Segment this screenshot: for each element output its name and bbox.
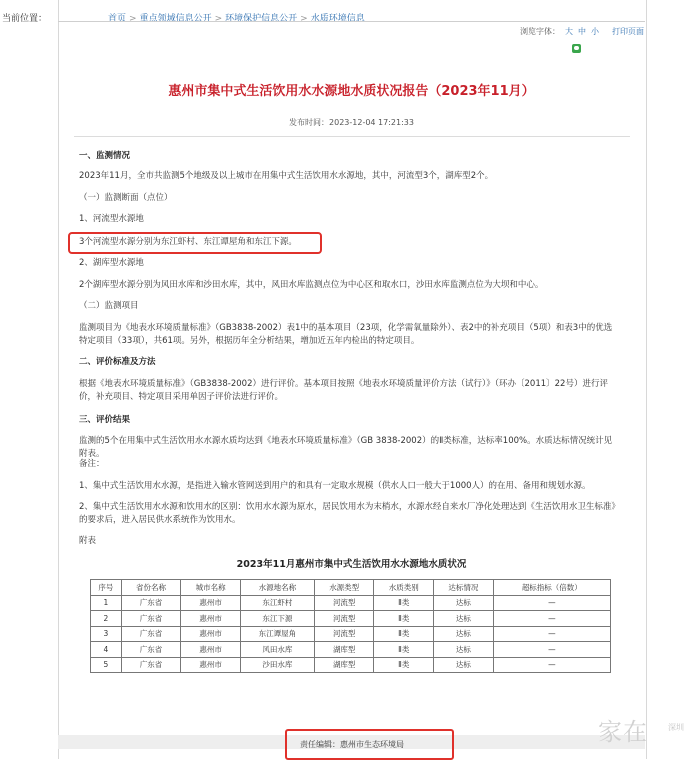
responsible-editor: 责任编辑：惠州市生态环境局 [300, 740, 404, 749]
table-header: 达标情况 [434, 580, 494, 596]
table-cell: 东江虾村 [240, 595, 314, 611]
section-heading: 二、评价标准及方法 [79, 357, 156, 367]
table-cell: 沙田水库 [240, 657, 314, 673]
table-cell: 达标 [434, 642, 494, 658]
table-cell: 河流型 [314, 626, 374, 642]
breadcrumb-separator: > [129, 14, 137, 24]
table-cell: 湖库型 [314, 657, 374, 673]
table-cell: — [493, 626, 610, 642]
paragraph: 根据《地表水环境质量标准》（GB3838-2002）进行评价。基本项目按照《地表水环境质量评价方法（试行）》（环办〔2011〕22号）进行评价，补充项目、特定项目采用单因子评价法进行评价。 [79, 379, 608, 402]
table-header: 序号 [91, 580, 122, 596]
note-heading: 备注： [79, 459, 105, 469]
table-cell: 惠州市 [181, 595, 241, 611]
breadcrumb-label: 当前位置： [2, 14, 48, 24]
table-header-row [91, 580, 611, 596]
table-cell: 广东省 [121, 626, 181, 642]
note-paragraph: 2、集中式生活饮用水水源和饮用水的区别：饮用水水源为原水，居民饮用水为末梢水，水源水经自来水厂净化处理达到《生活饮用水卫生标准》的要求后，进入居民供水系统作为饮用水。 [79, 502, 616, 525]
table-row [91, 642, 611, 658]
table-cell: — [493, 642, 610, 658]
table-cell: 广东省 [121, 595, 181, 611]
table-row [91, 611, 611, 627]
table-cell: 湖库型 [314, 642, 374, 658]
table-row [91, 595, 611, 611]
table-row [91, 626, 611, 642]
table-cell: 达标 [434, 611, 494, 627]
highlighted-paragraph: 3个河流型水源分别为东江虾村、东江谭屋角和东江下源。 [79, 237, 297, 247]
highlight-box [285, 729, 454, 760]
table-cell: — [493, 611, 610, 627]
breadcrumb-separator: > [300, 14, 308, 24]
table-cell: 5 [91, 657, 122, 673]
table-cell: 惠州市 [181, 611, 241, 627]
table-cell: 东江下源 [240, 611, 314, 627]
water-quality-table [90, 579, 611, 673]
table-cell: 广东省 [121, 642, 181, 658]
table-cell: 广东省 [121, 657, 181, 673]
table-header: 水源地名称 [240, 580, 314, 596]
paragraph: 2、湖库型水源地 [79, 258, 144, 268]
print-page-link[interactable]: 打印页面 [612, 27, 644, 36]
table-cell: 惠州市 [181, 642, 241, 658]
table-header: 超标指标（倍数） [493, 580, 610, 596]
paragraph: 1、河流型水源地 [79, 214, 144, 224]
table-cell: — [493, 657, 610, 673]
watermark-sub: 深圳 [668, 723, 684, 732]
table-title: 2023年11月惠州市集中式生活饮用水水源地水质状况 [236, 559, 467, 570]
table-cell: 2 [91, 611, 122, 627]
breadcrumb [108, 11, 365, 24]
table-header: 城市名称 [181, 580, 241, 596]
subsection-heading: （一）监测断面（点位） [79, 193, 173, 203]
publish-time: 发布时间：2023-12-04 17:21:33 [289, 118, 414, 127]
table-cell: 3 [91, 626, 122, 642]
section-heading: 三、评价结果 [79, 415, 131, 425]
breadcrumb-home-link[interactable]: 首页 [108, 14, 127, 24]
paragraph: 监测的5个在用集中式生活饮用水水源水质均达到《地表水环境质量标准》（GB 3838-2002）的Ⅱ类标准，达标率100%。水质达标情况统计见附表。 [79, 436, 613, 459]
table-cell: 惠州市 [181, 626, 241, 642]
table-header: 省份名称 [121, 580, 181, 596]
font-size-label: 浏览字体： [520, 27, 560, 36]
breadcrumb-env-protection-link[interactable]: 环境保护信息公开 [225, 14, 298, 24]
breadcrumb-key-areas-link[interactable]: 重点领域信息公开 [139, 14, 212, 24]
table-cell: Ⅱ类 [374, 595, 434, 611]
table-cell: 惠州市 [181, 657, 241, 673]
breadcrumb-divider [58, 21, 645, 22]
table-cell: Ⅱ类 [374, 642, 434, 658]
table-cell: 达标 [434, 595, 494, 611]
table-cell: Ⅱ类 [374, 626, 434, 642]
table-cell: 达标 [434, 626, 494, 642]
font-size-small-button[interactable]: 小 [591, 27, 599, 36]
title-divider [74, 136, 630, 137]
breadcrumb-bar [0, 8, 700, 26]
table-cell: 河流型 [314, 611, 374, 627]
breadcrumb-separator: > [214, 14, 223, 24]
table-cell: 4 [91, 642, 122, 658]
table-cell: Ⅱ类 [374, 611, 434, 627]
table-cell: 风田水库 [240, 642, 314, 658]
note-paragraph: 1、集中式生活饮用水水源，是指进入输水管网送到用户的和具有一定取水规模（供水人口一般大于1000人）的在用、备用和规划水源。 [79, 481, 591, 491]
paragraph: 2023年11月，全市共监测5个地级及以上城市在用集中式生活饮用水水源地，其中，河流型3个，湖库型2个。 [79, 171, 494, 181]
font-size-large-button[interactable]: 大 [565, 27, 573, 36]
highlight-box [68, 232, 322, 254]
table-cell: 广东省 [121, 611, 181, 627]
table-cell: 达标 [434, 657, 494, 673]
watermark: 家在 [598, 718, 648, 746]
paragraph: 监测项目为《地表水环境质量标准》（GB3838-2002）表1中的基本项目（23项，化学需氧量除外）、表2中的补充项目（5项）和表3中的优选特定项目（33项），共61项。另外，根据历年全分析结果，增加近五年内检出的特定项目。 [79, 323, 613, 346]
paragraph: 2个湖库型水源分别为风田水库和沙田水库，其中，风田水库监测点位为中心区和取水口，沙田水库监测点位为大坝和中心。 [79, 280, 544, 290]
wechat-icon[interactable] [572, 44, 581, 53]
table-cell: Ⅱ类 [374, 657, 434, 673]
page-title: 惠州市集中式生活饮用水水源地水质状况报告（2023年11月） [168, 84, 535, 99]
table-header: 水质类别 [374, 580, 434, 596]
table-cell: — [493, 595, 610, 611]
breadcrumb-water-quality-link[interactable]: 水质环境信息 [310, 14, 365, 24]
table-cell: 河流型 [314, 595, 374, 611]
subsection-heading: （二）监测项目 [79, 301, 139, 311]
section-heading: 一、监测情况 [79, 151, 131, 161]
table-cell: 1 [91, 595, 122, 611]
font-size-switcher [520, 26, 599, 37]
font-size-medium-button[interactable]: 中 [578, 27, 586, 36]
table-header: 水源类型 [314, 580, 374, 596]
table-cell: 东江谭屋角 [240, 626, 314, 642]
table-row [91, 657, 611, 673]
appendix-label: 附表 [79, 536, 97, 546]
